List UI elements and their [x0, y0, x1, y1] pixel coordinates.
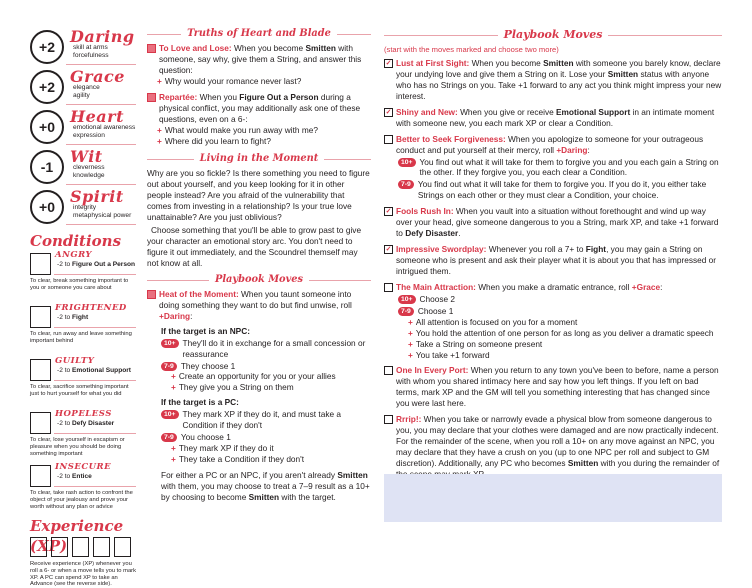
xp-checkbox[interactable] — [93, 537, 110, 557]
playbook-right-heading-text: Playbook Moves — [503, 28, 603, 42]
move-title: To Love and Lose: — [159, 43, 232, 53]
move-text: during a physical conflict, you may additionally ask one of these questions, even on a 6-: — [159, 91, 361, 124]
move-text: When you become — [231, 43, 306, 53]
move-text: When you give or receive — [457, 106, 557, 117]
bullet-item — [147, 454, 371, 465]
stat-name: Heart — [70, 107, 124, 126]
move-checkbox-checked[interactable]: ✓ — [385, 108, 392, 116]
condition-name: INSECURE — [55, 462, 112, 472]
playbook-move — [384, 107, 722, 129]
move-text: in an intimate moment with someone new, you each mark XP or clear a Condition. — [396, 106, 715, 128]
move-bold: Fight — [585, 244, 607, 255]
move-text: status with anyone who has no Strings on you. Take +1 forward to any act you think might impress your new interest. — [396, 68, 722, 101]
move-bold: Smitten — [543, 58, 574, 69]
move-line — [384, 58, 722, 102]
move-text: : — [190, 310, 193, 321]
playbook-mid-heading — [147, 272, 371, 289]
playbook-move — [384, 206, 722, 239]
move-checkbox[interactable] — [384, 415, 393, 424]
playbook-move — [384, 134, 722, 202]
condition-name: FRIGHTENED — [55, 303, 127, 313]
move-bold: Figure Out a Person — [239, 91, 319, 102]
result-badge: 10+ — [161, 410, 179, 419]
bullet-item — [147, 443, 371, 454]
stat-description-line: elegance — [73, 84, 100, 91]
move-text: Whenever you roll a 7+ to — [486, 244, 586, 255]
closing-bold: Smitten — [337, 469, 368, 480]
right-moves — [384, 58, 722, 480]
stat-value[interactable]: +2 — [30, 70, 64, 104]
plus-icon: + — [171, 443, 176, 454]
condition-guilty — [30, 356, 136, 409]
move-checkbox[interactable] — [147, 93, 156, 102]
move-checkbox[interactable] — [384, 283, 393, 292]
move-line — [147, 289, 371, 322]
condition-effect — [57, 367, 131, 376]
move-body — [396, 58, 722, 102]
result-row — [384, 157, 722, 179]
result-row — [147, 432, 371, 443]
move-checkbox-checked[interactable]: ✓ — [385, 246, 392, 254]
bullet-item — [384, 339, 722, 350]
xp-track — [30, 537, 136, 557]
stat-name: Grace — [70, 67, 125, 86]
condition-checkbox[interactable] — [30, 465, 51, 487]
move-text: When you apologize to someone for your outrageous conduct and put yourself at their mercy, roll — [396, 133, 704, 155]
move-text: When you become — [469, 58, 544, 69]
move-body — [396, 282, 662, 293]
stat-grace — [30, 68, 136, 106]
plus-icon: + — [408, 316, 413, 327]
condition-frightened — [30, 303, 136, 356]
stat-description-line: integrity — [73, 204, 97, 211]
npc-subhead: If the target is an NPC: — [161, 325, 250, 336]
move-title: One In Every Port: — [396, 365, 469, 376]
move-text: with someone you barely know, declare your undying love and give them a String on it. Lose your — [396, 58, 721, 79]
move-title: Lust at First Sight: — [396, 58, 470, 69]
plus-icon: + — [408, 327, 413, 338]
move-title: Impressive Swordplay: — [396, 244, 487, 255]
move-text: When you take or narrowly evade a physical blow from someone dangerous to you, you may declare that your clothes were damaged and are now practically indecent. For the remainder of the scene, when you roll a 10+ on any move against an NPC, you may declare that they have a crush on you (up to one NPC per roll and subject to GM discretion). Additionally, any PC who becomes — [396, 414, 719, 468]
move-checkbox[interactable] — [147, 44, 156, 53]
result-row — [384, 294, 722, 305]
bullet-item — [147, 136, 371, 147]
bullet-item — [147, 371, 371, 382]
plus-icon: + — [171, 454, 176, 464]
bullet-text: Where did you learn to fight? — [164, 135, 271, 146]
result-text: They choose 1 — [180, 360, 236, 371]
living-heading — [147, 151, 371, 168]
move-text: When you vault into a situation without forethought and wind up way over your head, give someone dangerous to you a String, mark XP, and take +1 forward to — [396, 206, 719, 239]
truths-heading — [147, 26, 371, 43]
move-title: Better to Seek Forgiveness: — [396, 133, 506, 144]
move-bold: Smitten — [567, 457, 599, 468]
result-badge: 10+ — [398, 158, 416, 167]
plus-icon: + — [157, 135, 162, 146]
condition-description: To clear, run away and leave something important behind — [30, 331, 132, 344]
closing-part: with them, you may choose to treat a 7–9 result as a 10+ by choosing to become — [161, 480, 370, 502]
stat-wit — [30, 148, 136, 186]
stat-description — [73, 164, 105, 179]
move-stat: +Grace — [631, 281, 661, 292]
plus-icon: + — [157, 75, 162, 86]
playbook-intro: (start with the moves marked and choose two more) — [384, 45, 559, 54]
move-line — [384, 365, 722, 409]
stat-description — [73, 44, 109, 59]
condition-effect-move: Entice — [72, 473, 92, 480]
move-text: with someone, say why, give them a String, and answer this question: — [159, 43, 362, 75]
stat-name: Spirit — [70, 187, 124, 206]
result-text: Choose 2 — [419, 293, 456, 304]
playbook-move — [384, 414, 722, 480]
stat-description-line: forcefulness — [73, 51, 109, 59]
move-body — [159, 289, 371, 322]
stat-value[interactable]: -1 — [30, 150, 64, 184]
result-row — [384, 179, 722, 201]
condition-underline — [54, 486, 136, 487]
move-checkbox[interactable] — [147, 290, 156, 299]
move-title: Heat of the Moment: — [159, 288, 239, 299]
plus-icon: + — [171, 382, 176, 393]
xp-checkbox[interactable] — [51, 537, 68, 557]
move-body — [396, 414, 722, 480]
xp-checkbox[interactable] — [72, 537, 89, 557]
npc-bullets — [147, 371, 371, 393]
condition-effect-prefix: -2 to — [57, 473, 73, 480]
result-text: You choose 1 — [180, 432, 231, 443]
move-text: When you taunt someone into doing something they want to do but find unwise, roll — [159, 288, 352, 310]
result-row — [147, 409, 371, 431]
move-stat: +Daring — [556, 144, 588, 155]
condition-description: To clear, take rash action to confront the object of your jealousy and prove your worth without any plan or advice — [30, 490, 133, 510]
condition-effect-prefix: -2 to — [57, 420, 73, 427]
xp-checkbox[interactable] — [114, 537, 131, 557]
condition-underline — [54, 327, 136, 328]
stat-description-line: knowledge — [73, 171, 105, 179]
plus-icon: + — [408, 349, 413, 360]
stat-name: Daring — [70, 27, 135, 46]
condition-description: To clear, sacrifice something important just to hurt yourself for what you did — [30, 384, 129, 397]
closing-part: For either a PC or an NPC, if you aren't already — [161, 469, 338, 480]
bullet-text: Take a String on someone present — [415, 338, 543, 349]
playbook-right-heading — [384, 26, 722, 45]
bullet-item — [384, 350, 722, 361]
living-heading-text: Living in the Moment — [199, 153, 319, 165]
stat-value[interactable]: +0 — [30, 110, 64, 144]
stat-value[interactable]: +2 — [30, 30, 64, 64]
condition-checkbox[interactable] — [30, 412, 51, 434]
stat-description-line: skill at arms — [73, 44, 108, 51]
stat-underline — [66, 104, 136, 105]
move-text: When you — [197, 91, 240, 102]
condition-effect-move: Figure Out a Person — [72, 261, 136, 268]
condition-underline — [54, 380, 136, 381]
playbook-mid-heading-text: Playbook Moves — [214, 273, 304, 285]
stat-description — [73, 124, 135, 139]
truths-heading-text: Truths of Heart and Blade — [187, 28, 331, 40]
closing-text — [147, 470, 371, 503]
bullet-item — [384, 328, 722, 339]
closing-part: with the target. — [279, 491, 336, 502]
bullet-text: They give you a String on them — [178, 382, 294, 393]
move-bold: Defy Disaster — [405, 228, 459, 239]
truths-moves — [147, 43, 371, 146]
move-body — [396, 244, 722, 277]
result-badge: 7-9 — [398, 307, 414, 316]
condition-checkbox[interactable] — [30, 253, 51, 275]
move-text: . — [458, 228, 461, 239]
living-paragraph: Why are you so fickle? Is there something you need to figure out about yourself, and you keep looking for it in other people instead? Are you afraid of the vulnerability that comes from investing in a relationship? Is your true love unattainable? Are you just oblivious? — [147, 168, 370, 223]
bullet-text: What would make you run away with me? — [164, 124, 318, 135]
xp-checkbox[interactable] — [30, 537, 47, 557]
playbook-move — [384, 58, 722, 102]
condition-effect-move: Emotional Support — [72, 367, 132, 374]
move-line — [384, 282, 722, 293]
move-text: : — [587, 144, 590, 155]
stat-daring — [30, 28, 136, 66]
move-text: with you during the remainder of — [600, 457, 720, 468]
move-body — [159, 92, 371, 125]
middle-column — [147, 0, 371, 508]
move-title: Fools Rush In: — [396, 206, 454, 217]
bullet-item — [384, 317, 722, 328]
move-title: Shiny and New: — [396, 106, 458, 117]
move-bold: Smitten — [607, 68, 639, 79]
right-column — [384, 0, 722, 485]
move-text: When you return to any town you've been to before, name a person with whom you shared intimacy here and say how you left things. If you left on bad terms, mark XP and the GM will tell you something interesting that has changed since you were last here. — [396, 365, 719, 409]
condition-name: ANGRY — [55, 250, 92, 260]
move-stat: +Daring — [159, 310, 191, 321]
conditions-list — [30, 250, 136, 515]
experience-heading: Experience (XP) — [30, 517, 124, 555]
result-row — [147, 338, 371, 360]
result-badge: 7-9 — [398, 180, 414, 189]
condition-effect-move: Defy Disaster — [72, 420, 115, 427]
move-text: : — [660, 281, 663, 292]
playbook-move — [384, 244, 722, 277]
move-line — [384, 134, 722, 156]
result-text: They'll do it in exchange for a small concession or reassurance — [182, 337, 366, 359]
move-line — [384, 414, 722, 480]
move-bold: Smitten — [305, 43, 336, 53]
bullet-text: They take a Condition if they don't — [178, 454, 305, 464]
pc-subhead: If the target is a PC: — [161, 397, 239, 408]
condition-angry — [30, 250, 136, 303]
move-heat-of-the-moment — [147, 289, 371, 503]
playbook-move — [384, 282, 722, 361]
condition-effect-move: Fight — [72, 314, 89, 321]
condition-hopeless — [30, 409, 136, 462]
stat-name: Wit — [70, 147, 103, 166]
stat-description — [73, 84, 100, 99]
result-badge: 7-9 — [161, 362, 177, 371]
truth-move — [147, 92, 371, 147]
bullet-text: They mark XP if they do it — [178, 443, 274, 454]
condition-effect-prefix: -2 to — [57, 314, 73, 321]
pc-bullets — [147, 443, 371, 465]
stats-list — [30, 28, 136, 226]
conditions-heading: Conditions — [30, 232, 122, 250]
condition-description: To clear, lose yourself in escapism or pleasure when you should be doing something important — [30, 437, 125, 457]
move-checkbox-checked[interactable]: ✓ — [385, 208, 392, 216]
move-text: When you make a dramatic entrance, roll — [475, 281, 632, 292]
condition-effect — [57, 261, 135, 270]
result-badge: 7-9 — [161, 433, 177, 442]
condition-checkbox[interactable] — [30, 359, 51, 381]
move-line — [384, 107, 722, 129]
result-row — [384, 306, 722, 317]
stat-heart — [30, 108, 136, 146]
living-paragraph: Choose something that you'll be able to grow past to give your character an emotional story arc. You don't need to figure it out immediately, and the Scoundrel themself may not know at all. — [147, 225, 362, 268]
bullet-item — [147, 125, 371, 136]
condition-name: GUILTY — [55, 356, 95, 366]
condition-checkbox[interactable] — [30, 306, 51, 328]
stat-underline — [66, 184, 136, 185]
move-line — [147, 92, 371, 125]
result-badge: 10+ — [161, 339, 179, 348]
stat-underline — [66, 144, 136, 145]
move-text: , you may gain a String on someone who is present and ask their player what it is about you that has impressed or intrigued them. — [396, 244, 717, 276]
left-column — [30, 0, 136, 588]
result-text: You find out what it will take for them to forgive you. If you do it, you either take Strings on each other or they must clear a Condition, your choice. — [417, 179, 707, 201]
move-title: Rrrip!: — [396, 414, 422, 425]
move-bold: Emotional Support — [556, 106, 631, 117]
experience-description: Receive experience (XP) whenever you roll a 6- or when a move tells you to mark XP. A PC can spend XP to take an Advance (see the reverse side). — [30, 561, 136, 588]
condition-effect — [57, 314, 88, 323]
result-text: They mark XP if they do it, and must take a Condition if they don't — [182, 409, 342, 431]
move-line — [384, 206, 722, 239]
condition-description: To clear, break something important to you or someone you care about — [30, 278, 129, 291]
bullet-text: Why would your romance never last? — [164, 75, 302, 86]
move-line — [147, 43, 371, 76]
move-checkbox[interactable] — [384, 135, 393, 144]
living-paragraphs — [147, 168, 371, 268]
condition-insecure — [30, 462, 136, 515]
move-body — [396, 107, 722, 129]
move-checkbox-checked[interactable]: ✓ — [385, 60, 392, 68]
stat-description-line: emotional awareness — [73, 124, 136, 131]
plus-icon: + — [171, 371, 176, 382]
move-body — [396, 365, 722, 409]
condition-underline — [54, 274, 136, 275]
result-row — [147, 361, 371, 372]
move-body — [396, 134, 722, 156]
stat-underline — [66, 64, 136, 65]
condition-effect — [57, 420, 114, 429]
bullet-item — [147, 382, 371, 393]
notes-box[interactable] — [384, 474, 722, 522]
result-badge: 10+ — [398, 295, 416, 304]
move-title: Repartée: — [159, 91, 198, 102]
move-title: The Main Attraction: — [396, 281, 476, 292]
condition-effect-prefix: -2 to — [57, 367, 73, 374]
condition-underline — [54, 433, 136, 434]
move-line — [384, 244, 722, 277]
stat-description-line: metaphysical power — [73, 211, 132, 219]
stat-description-line: cleverness — [73, 164, 105, 171]
closing-bold: Smitten — [248, 491, 280, 502]
stat-description — [73, 204, 131, 219]
plus-icon: + — [157, 124, 162, 135]
bullet-item — [147, 76, 371, 87]
condition-effect-prefix: -2 to — [57, 261, 73, 268]
bullet-text: Create an opportunity for you or your allies — [178, 371, 336, 382]
stat-description-line: agility — [73, 91, 90, 99]
condition-name: HOPELESS — [55, 409, 112, 419]
plus-icon: + — [408, 338, 413, 349]
move-checkbox[interactable] — [384, 366, 393, 375]
stat-spirit — [30, 188, 136, 226]
playbook-move — [384, 365, 722, 409]
stat-underline — [66, 224, 136, 225]
bullet-text: You hold the attention of one person for as long as you deliver a dramatic speech — [415, 327, 714, 338]
condition-effect — [57, 473, 92, 482]
stat-value[interactable]: +0 — [30, 190, 64, 224]
result-text: You find out what it will take for them to forgive you and you each gain a String on the other. If they forgive you, you each clear a Condition. — [419, 156, 719, 178]
truth-move — [147, 43, 371, 87]
bullet-text: All attention is focused on you for a moment — [415, 316, 578, 327]
move-body — [396, 206, 722, 239]
move-body — [159, 43, 371, 76]
bullet-text: You take +1 forward — [415, 349, 490, 360]
result-text: Choose 1 — [417, 305, 454, 316]
stat-description-line: expression — [73, 131, 105, 139]
